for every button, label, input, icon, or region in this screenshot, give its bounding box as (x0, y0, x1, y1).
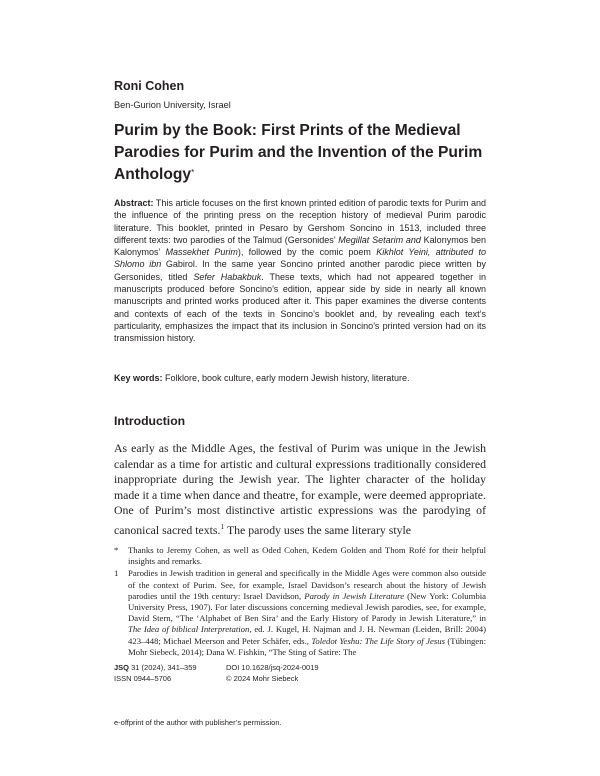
journal-doi-block (226, 663, 319, 684)
footnote-text: (New York: Columbia University Press, 1907). For later discussions concerning medieval Jewish parodies, see, for example, David Stern, “The ‘Alphabet of Ben Sira’ and the Early History of Parody in Jewish Literature,” in (128, 590, 486, 624)
journal-copyright: © 2024 Mohr Siebeck (226, 673, 299, 683)
abstract-label: Abstract: (114, 198, 154, 208)
article-title (114, 120, 494, 186)
body-text: The parody uses the same literary style (224, 522, 412, 537)
journal-doi: DOI 10.1628/jsq-2024-0019 (226, 663, 319, 672)
abstract-text: . These texts, which had not appeared together in manuscripts produced before Soncino’s edition, appear side by side in nearly all known manuscripts and printed works produced after it. This paper examines the diverse contents and contexts of each of the texts in Soncino’s booklet and, by revealing each text’s particularity, emphasizes the impact that its inclusion in Soncino’s printed version had on its transmission history. (114, 271, 486, 344)
abstract (114, 197, 486, 345)
footnote-ref-1[interactable]: 1 (220, 521, 225, 531)
footnotes (114, 545, 486, 659)
journal-name: JSQ (114, 663, 130, 672)
footnote-text: (Tübingen: Mohr Siebeck, 2014); Dana W. Fishkin, “The Sting of Satire: The (128, 635, 486, 657)
abstract-text: Kalonymos ben Kalonymos’ (114, 234, 487, 258)
journal-cite: 31 (2024), 341–359 (129, 663, 197, 672)
footnote-italic: Toledot Yeshu: The Life Story of Jesus (311, 635, 445, 646)
journal-citation (114, 663, 197, 684)
body-text: As early as the Middle Ages, the festival of Purim was unique in the Jewish calendar as a time for artistic and cultural expressions traditionally considered inappropriate during the Jewish year. The lighter character of the holiday made it a time when dance and theatre, for example, were deemed appropriate. One of Purim’s most distinctive artistic expressions was the parodying of canonical sacred texts. (114, 441, 486, 537)
author-affiliation: Ben-Gurion University, Israel (114, 100, 231, 110)
footnote-1 (114, 568, 486, 658)
author-name: Roni Cohen (114, 79, 185, 93)
footnote-text: Parodies in Jewish tradition in general and specifically in the Middle Ages were common also outside of the context of Purim. See, for example, Israel Davidson’s research about the history of Jewish parodies until the 19th century: Israel Davidson, (128, 568, 486, 601)
abstract-text: Gabirol. In the same year Soncino printed another parodic piece written by Gersonides, titled (114, 259, 486, 282)
keywords-text: Folklore, book culture, early modern Jewish history, literature. (162, 373, 410, 383)
keywords (114, 373, 486, 383)
title-text: Purim by the Book: First Prints of the Medieval Parodies for Purim and the Invention of the Purim Anthology (114, 122, 483, 183)
keywords-label: Key words: (114, 373, 163, 383)
abstract-italic: Megillat Setarim and (338, 234, 421, 245)
footnote-italic: Parody in Jewish Literature (304, 590, 405, 601)
abstract-text: This article focuses on the first known printed edition of parodic texts for Purim and the influence of the printing press on the reception history of medieval Purim parodic literature. This booklet, printed in Pesaro by Gershom Soncino in 1513, included three different texts: two parodies of the Talmud (Gersonides’ (114, 198, 486, 245)
title-footnote-mark: * (191, 168, 195, 177)
footnote-text: Thanks to Jeremy Cohen, as well as Oded Cohen, Kedem Golden and Thom Rofé for their helpful insights and remarks. (128, 545, 486, 567)
footnote-mark: * (114, 545, 119, 555)
footnote-mark: 1 (114, 568, 119, 579)
journal-cite-line (114, 663, 197, 674)
abstract-italic: Kikhlot Yeini, attributed to Shlomo ibn (114, 247, 487, 270)
section-heading-introduction: Introduction (114, 414, 186, 428)
journal-issn: ISSN 0944–5706 (114, 673, 172, 683)
footnote-star (114, 545, 486, 567)
abstract-text: ), followed by the comic poem (237, 247, 377, 258)
introduction-paragraph (114, 441, 486, 538)
eoffprint-notice: e-offprint of the author with publisher’s permission. (114, 718, 282, 727)
abstract-italic: Sefer Habakbuk (193, 271, 262, 282)
abstract-italic: Massekhet Purim (165, 247, 238, 258)
footnote-text: , ed. J. Kugel, H. Najman and J. H. Newman (Leiden, Brill: 2004) 423–448; Michael Meerson and Peter Schäfer, eds., (128, 624, 486, 646)
footnote-italic: The Idea of biblical Interpretation (128, 624, 250, 635)
